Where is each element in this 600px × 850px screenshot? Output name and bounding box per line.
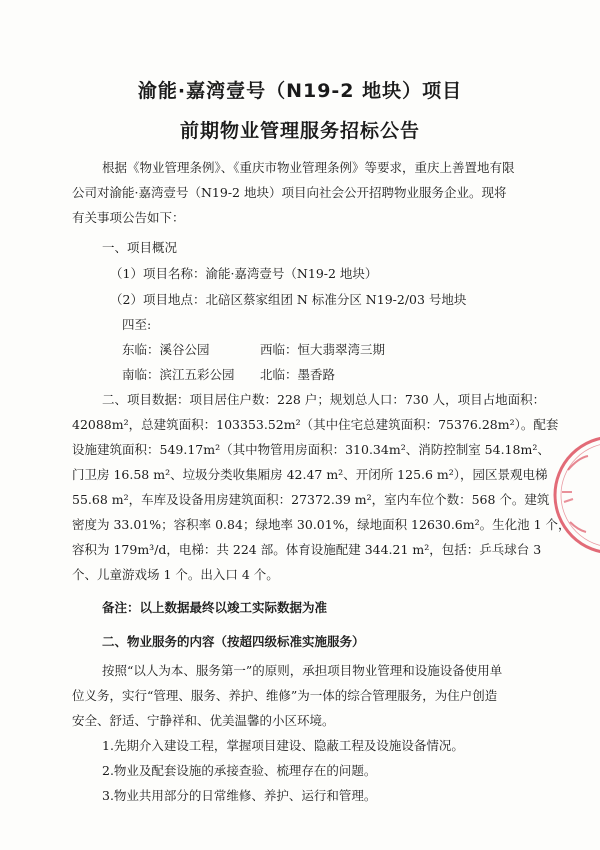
company-seal-icon — [548, 430, 600, 560]
intro-line-2: 公司对渝能·嘉湾壹号（N19-2 地块）项目向社会公开招聘物业服务企业。现将 — [72, 185, 507, 200]
project-location: （2）项目地点：北碚区蔡家组团 N 标准分区 N19-2/03 号地块 — [110, 292, 467, 307]
service-item-1: 1.先期介入建设工程，掌握项目建设、隐蔽工程及设施设备情况。 — [102, 738, 464, 753]
intro-line-3: 有关事项公告如下： — [72, 210, 185, 225]
data-line-8: 个、儿童游戏场 1 个。出入口 4 个。 — [72, 567, 279, 582]
service-line-1: 按照“以人为本、服务第一”的原则，承担项目物业管理和设施设备使用单 — [102, 663, 503, 678]
intro-line-1: 根据《物业管理条例》、《重庆市物业管理条例》等要求，重庆上善置地有限 — [102, 160, 515, 175]
data-line-2: 42088m²，总建筑面积：103353.52m²（其中住宅总建筑面积：75376.28m²）。配套 — [72, 417, 559, 432]
section-1-heading: 一、项目概况 — [102, 240, 178, 255]
section-2-heading: 二、物业服务的内容（按超四级标准实施服务） — [102, 634, 365, 649]
data-line-1: 二、项目数据：项目居住户数：228 户；规划总人口：730 人，项目占地面积： — [102, 392, 546, 407]
data-line-4: 门卫房 16.58 m²、垃圾分类收集厢房 42.47 m²、开闭所 125.6 m²），园区景观电梯 — [72, 467, 548, 482]
document-title: 渝能·嘉湾壹号（N19-2 地块）项目 — [137, 80, 463, 102]
service-item-3: 3.物业共用部分的日常维修、养护、运行和管理。 — [102, 788, 377, 803]
document-subtitle: 前期物业管理服务招标公告 — [179, 120, 420, 142]
service-line-3: 安全、舒适、宁静祥和、优美温馨的小区环境。 — [72, 713, 335, 728]
service-line-2: 位义务，实行“管理、服务、养护、维修”为一体的综合管理服务，为住户创造 — [72, 688, 498, 703]
data-line-3: 设施建筑面积：549.17m²（其中物管用房面积：310.34m²、消防控制室 54.18m²、 — [72, 442, 550, 457]
data-line-7: 容积为 179m³/d，电梯：共 224 部。体育设施配建 344.21 m²，包括：乒乓球台 3 — [72, 542, 542, 557]
data-line-5: 55.68 m²，车库及设备用房建筑面积：27372.39 m²，室内车位个数：568 个。建筑 — [72, 492, 550, 507]
data-note: 备注：以上数据最终以竣工实际数据为准 — [102, 600, 328, 615]
border-north: 北临：墨香路 — [260, 367, 336, 382]
borders-label: 四至: — [122, 317, 152, 332]
data-line-6: 密度为 33.01%；容积率 0.84；绿地率 30.01%，绿地面积 12630.6m²。生化池 1 个， — [72, 517, 571, 532]
border-east: 东临：溪谷公园 — [122, 342, 210, 357]
project-name: （1）项目名称：渝能·嘉湾壹号（N19-2 地块） — [110, 266, 378, 281]
border-south: 南临：滨江五彩公园 — [122, 367, 235, 382]
service-item-2: 2.物业及配套设施的承接查验、梳理存在的问题。 — [102, 763, 377, 778]
border-west: 西临：恒大翡翠湾三期 — [260, 342, 386, 357]
